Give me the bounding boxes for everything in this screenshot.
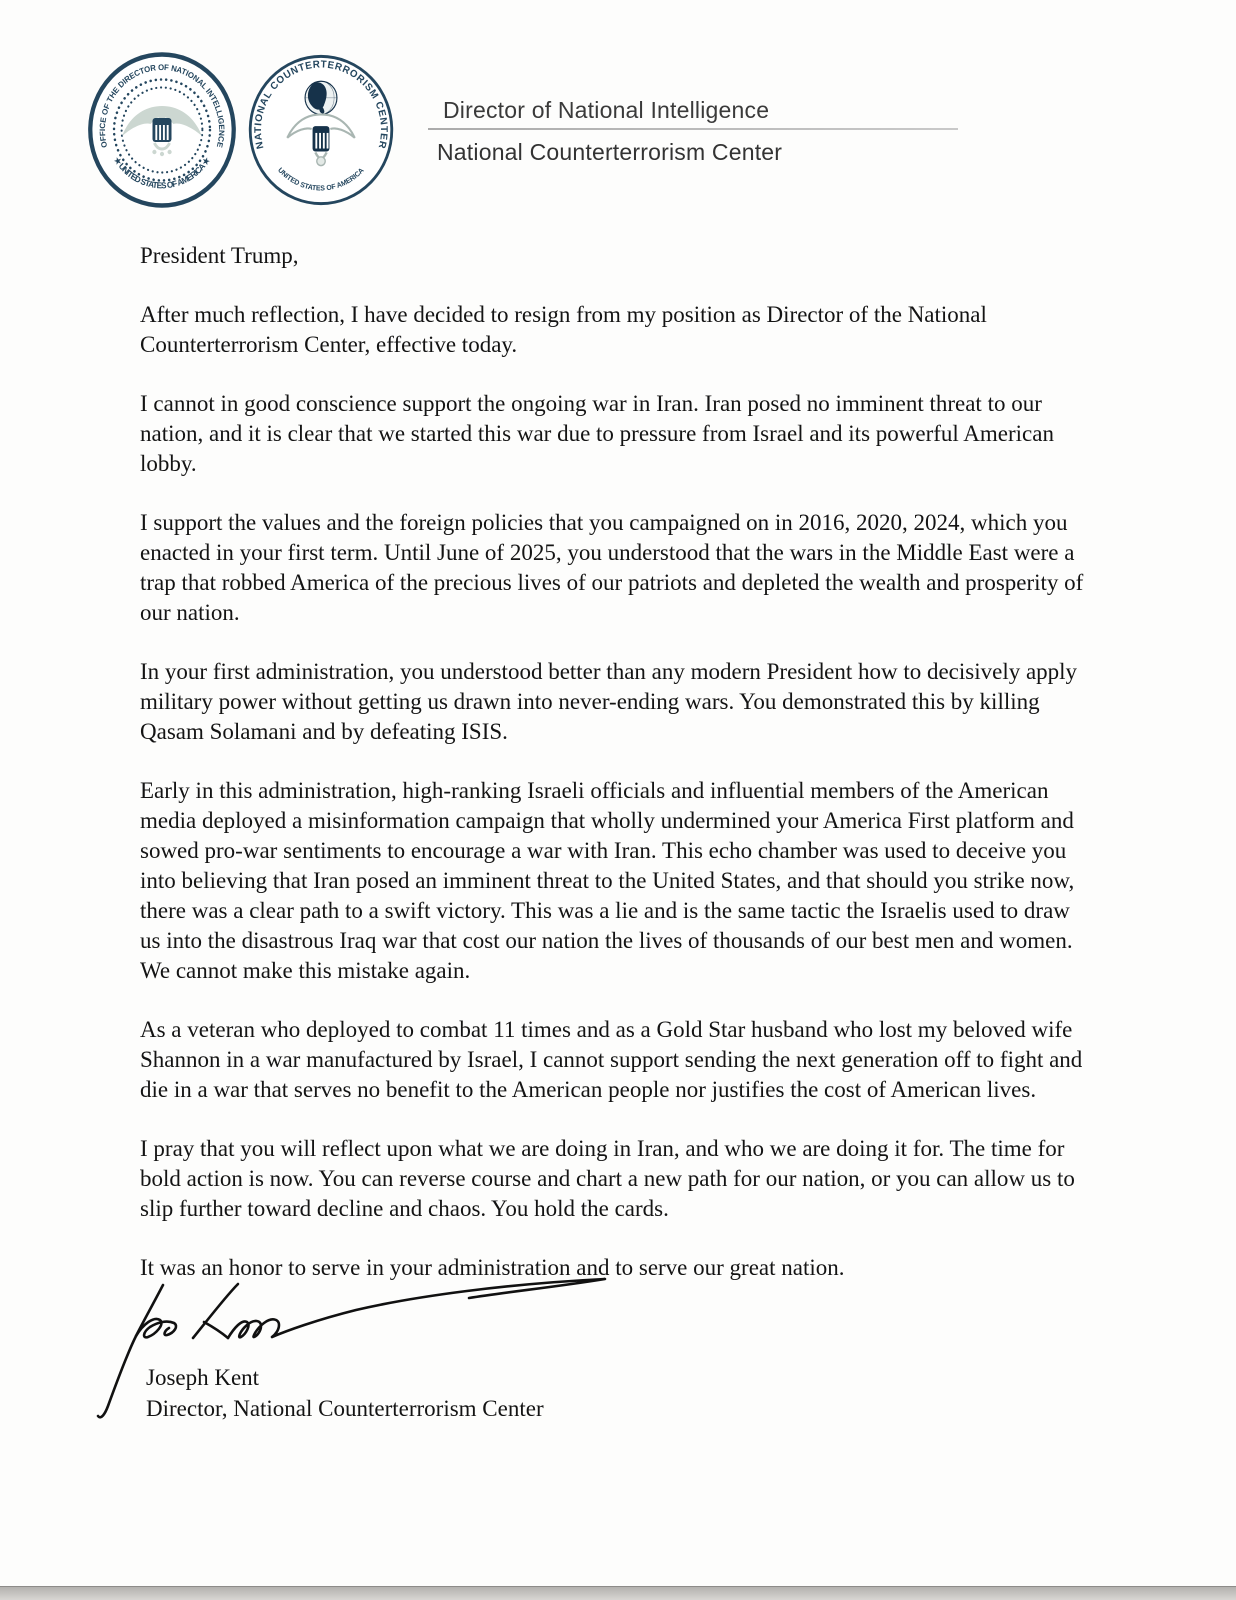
scan-edge xyxy=(0,1586,1236,1600)
signature-title: Director, National Counterterrorism Center xyxy=(146,1396,544,1421)
nctc-globe-emblem xyxy=(305,81,337,114)
letter-paragraph: It was an honor to serve in your administration and to serve our great nation. xyxy=(140,1255,845,1280)
letter-paragraph: After much reflection, I have decided to resign from my position as Director of the National Counterterrorism Center, effective today. xyxy=(140,302,987,357)
odni-seal-bottom-text: ★ UNITED STATES OF AMERICA ★ xyxy=(111,154,213,191)
letter-paragraph: Early in this administration, high-ranking Israeli officials and influential members of the American media deployed a misinformation campaign that wholly undermined your America First platform and sowed pro-war sentiments to encourage a war with Iran. This echo chamber was used to deceive you into believing that Iran posed an imminent threat to the United States, and that should you strike now, there was a clear path to a swift victory. This was a lie and is the same tactic the Israelis used to draw us into the disastrous Iraq war that cost our nation the lives of thousands of our best men and women. We cannot make this mistake again. xyxy=(140,778,1075,983)
nctc-seal-top-text: NATIONAL COUNTERTERRORISM CENTER xyxy=(253,59,389,150)
salutation: President Trump, xyxy=(140,243,299,268)
nctc-seal-bottom-text: UNITED STATES OF AMERICA xyxy=(276,166,366,193)
letter-paragraph: I cannot in good conscience support the ongoing war in Iran. Iran posed no imminent threat to our nation, and it is clear that we started this war due to pressure from Israel and its powerful American lobby. xyxy=(140,391,1054,476)
signature-name: Joseph Kent xyxy=(146,1365,260,1390)
letter-body xyxy=(140,241,1092,1312)
header-org-line2: National Counterterrorism Center xyxy=(437,139,783,165)
header-org-line1: Director of National Intelligence xyxy=(443,97,770,123)
nctc-seal-icon xyxy=(246,52,396,208)
signature-block xyxy=(146,1362,544,1424)
header-underline xyxy=(428,128,958,130)
letter-paragraph: In your first administration, you understood better than any modern President how to decisively apply military power without getting us drawn into never-ending wars. You demonstrated this by killing Qasam Solamani and by defeating ISIS. xyxy=(140,659,1078,744)
letter-paragraph: I pray that you will reflect upon what we are doing in Iran, and who we are doing it for. The time for bold action is now. You can reverse course and chart a new path for our nation, or you can allow us to slip further toward decline and chaos. You hold the cards. xyxy=(140,1136,1075,1221)
odni-seal-icon xyxy=(86,50,238,210)
letter-paragraph: I support the values and the foreign policies that you campaigned on in 2016, 2020, 2024, which you enacted in your first term. Until June of 2025, you understood that the wars in the Middle East were a trap that robbed America of the precious lives of our patriots and depleted the wealth and prosperity of our nation. xyxy=(140,510,1084,625)
odni-seal-top-text: OFFICE OF THE DIRECTOR OF NATIONAL INTELLIGENCE xyxy=(98,62,226,149)
letter-paragraph: As a veteran who deployed to combat 11 times and as a Gold Star husband who lost my beloved wife Shannon in a war manufactured by Israel, I cannot support sending the next generation off to fight and die in a war that serves no benefit to the American people nor justifies the cost of American lives. xyxy=(140,1017,1083,1102)
